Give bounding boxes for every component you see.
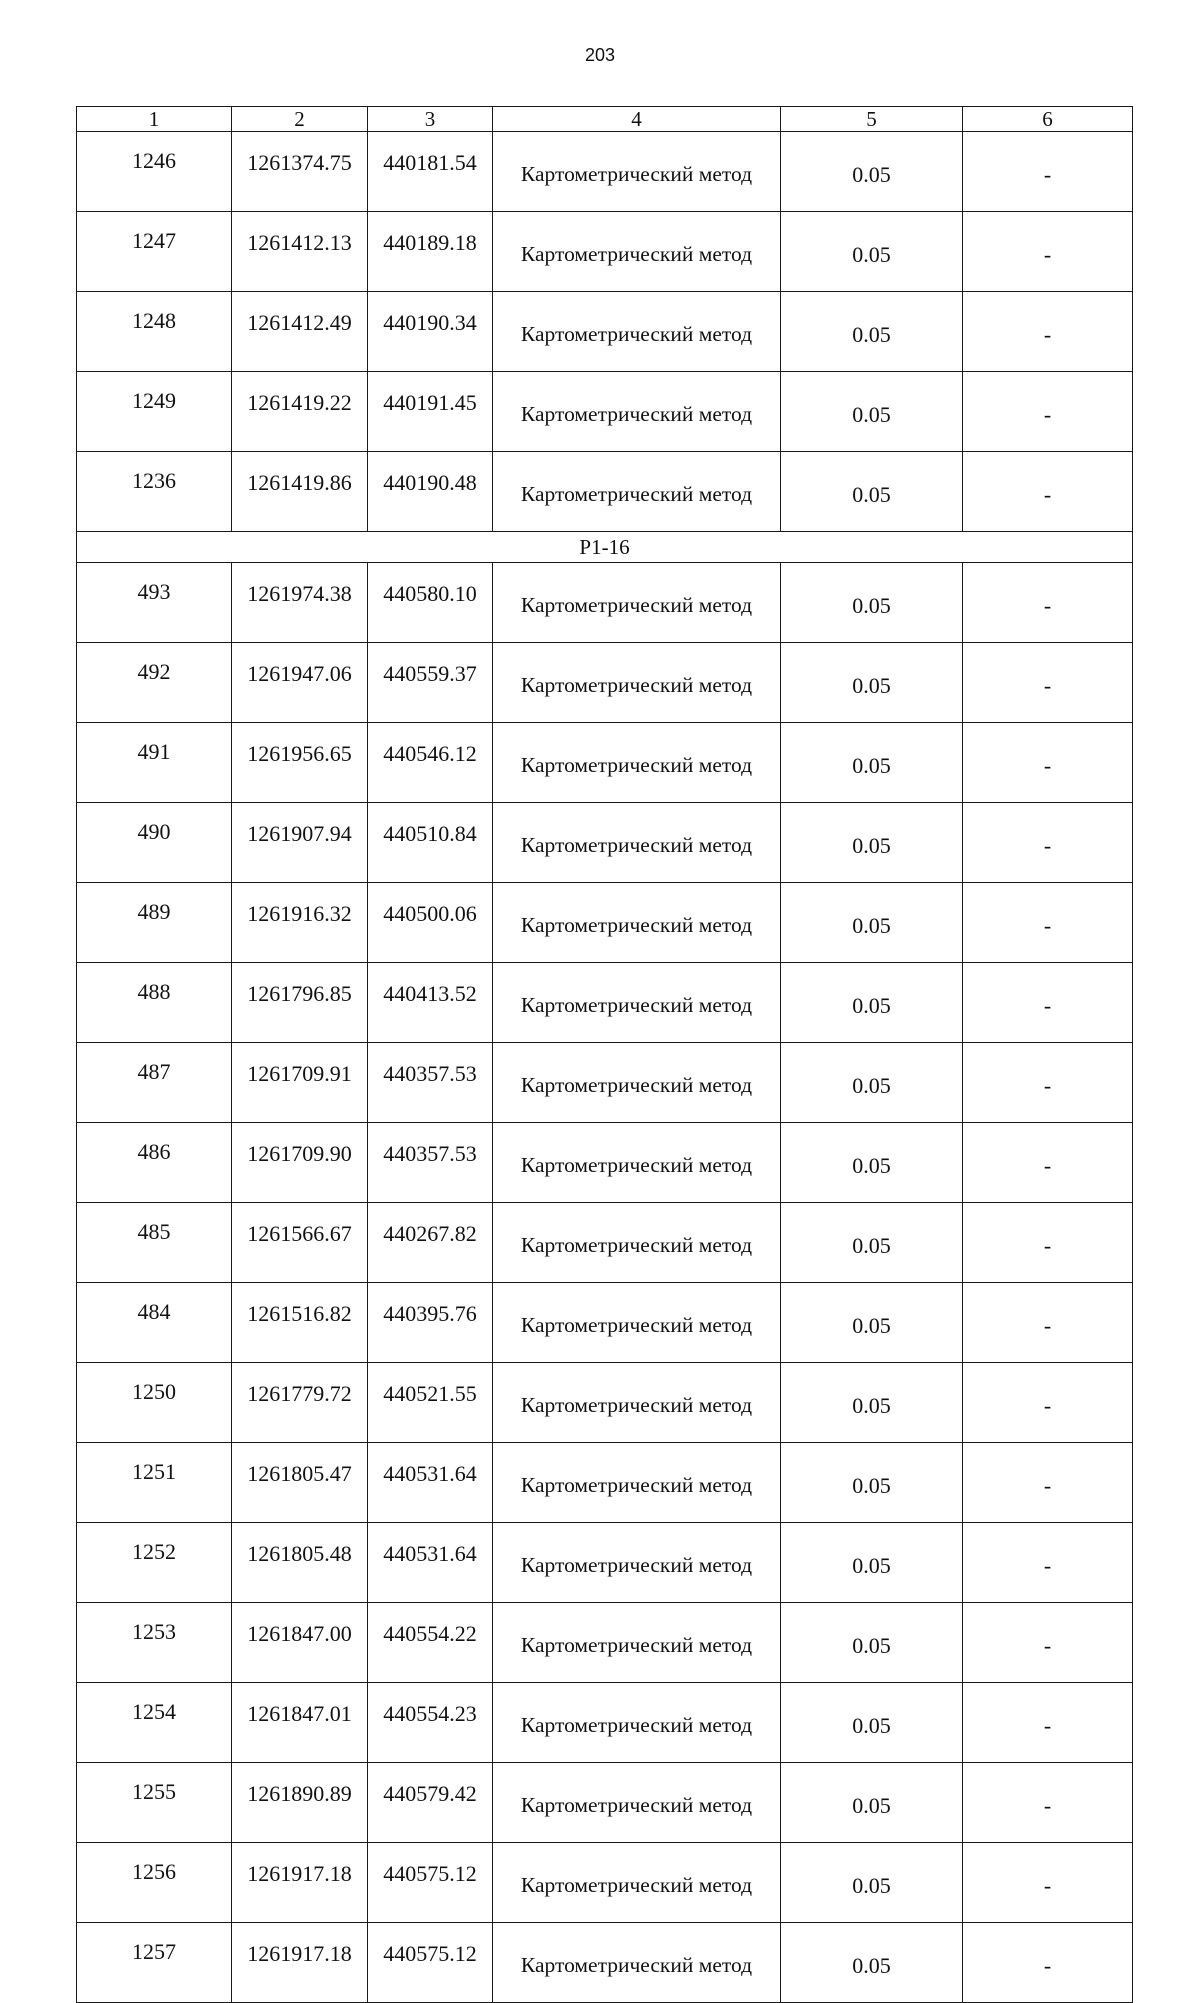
header-row	[77, 107, 1133, 132]
table-row	[77, 1363, 1133, 1443]
x-coordinate-cell: 1261709.90	[232, 1123, 368, 1203]
accuracy-cell: 0.05	[781, 1283, 963, 1363]
y-coordinate-cell: 440580.10	[368, 563, 493, 643]
section-title: Р1-16	[77, 532, 1133, 563]
table-row	[77, 1603, 1133, 1683]
x-coordinate-cell: 1261847.00	[232, 1603, 368, 1683]
x-coordinate-cell: 1261916.32	[232, 883, 368, 963]
header-cell: 5	[781, 107, 963, 132]
x-coordinate-cell: 1261907.94	[232, 803, 368, 883]
accuracy-cell: 0.05	[781, 1123, 963, 1203]
method-cell: Картометрический метод	[493, 963, 781, 1043]
y-coordinate-cell: 440546.12	[368, 723, 493, 803]
x-coordinate-cell: 1261805.48	[232, 1523, 368, 1603]
table-row	[77, 1283, 1133, 1363]
method-cell: Картометрический метод	[493, 1683, 781, 1763]
accuracy-cell: 0.05	[781, 212, 963, 292]
point-number-cell: 1247	[77, 212, 232, 292]
table-row	[77, 643, 1133, 723]
x-coordinate-cell: 1261956.65	[232, 723, 368, 803]
accuracy-cell: 0.05	[781, 1763, 963, 1843]
method-cell: Картометрический метод	[493, 563, 781, 643]
method-cell: Картометрический метод	[493, 643, 781, 723]
table-row	[77, 1203, 1133, 1283]
point-number-cell: 1250	[77, 1363, 232, 1443]
accuracy-cell: 0.05	[781, 963, 963, 1043]
accuracy-cell: 0.05	[781, 643, 963, 723]
x-coordinate-cell: 1261516.82	[232, 1283, 368, 1363]
x-coordinate-cell: 1261847.01	[232, 1683, 368, 1763]
point-number-cell: 484	[77, 1283, 232, 1363]
point-number-cell: 486	[77, 1123, 232, 1203]
y-coordinate-cell: 440189.18	[368, 212, 493, 292]
note-cell: -	[963, 1443, 1133, 1523]
y-coordinate-cell: 440181.54	[368, 132, 493, 212]
accuracy-cell: 0.05	[781, 1443, 963, 1523]
table-row	[77, 372, 1133, 452]
table-row	[77, 452, 1133, 532]
y-coordinate-cell: 440575.12	[368, 1923, 493, 2003]
note-cell: -	[963, 563, 1133, 643]
note-cell: -	[963, 1203, 1133, 1283]
method-cell: Картометрический метод	[493, 132, 781, 212]
point-number-cell: 1253	[77, 1603, 232, 1683]
point-number-cell: 491	[77, 723, 232, 803]
header-cell: 6	[963, 107, 1133, 132]
note-cell: -	[963, 643, 1133, 723]
x-coordinate-cell: 1261805.47	[232, 1443, 368, 1523]
note-cell: -	[963, 1923, 1133, 2003]
accuracy-cell: 0.05	[781, 132, 963, 212]
accuracy-cell: 0.05	[781, 1603, 963, 1683]
x-coordinate-cell: 1261419.22	[232, 372, 368, 452]
note-cell: -	[963, 1683, 1133, 1763]
point-number-cell: 1236	[77, 452, 232, 532]
method-cell: Картометрический метод	[493, 1603, 781, 1683]
method-cell: Картометрический метод	[493, 1203, 781, 1283]
point-number-cell: 1248	[77, 292, 232, 372]
accuracy-cell: 0.05	[781, 883, 963, 963]
x-coordinate-cell: 1261947.06	[232, 643, 368, 723]
table-row	[77, 1683, 1133, 1763]
note-cell: -	[963, 1523, 1133, 1603]
x-coordinate-cell: 1261419.86	[232, 452, 368, 532]
point-number-cell: 1252	[77, 1523, 232, 1603]
x-coordinate-cell: 1261566.67	[232, 1203, 368, 1283]
point-number-cell: 1257	[77, 1923, 232, 2003]
point-number-cell: 489	[77, 883, 232, 963]
y-coordinate-cell: 440575.12	[368, 1843, 493, 1923]
table-row	[77, 1123, 1133, 1203]
accuracy-cell: 0.05	[781, 1363, 963, 1443]
note-cell: -	[963, 963, 1133, 1043]
y-coordinate-cell: 440579.42	[368, 1763, 493, 1843]
point-number-cell: 1251	[77, 1443, 232, 1523]
accuracy-cell: 0.05	[781, 452, 963, 532]
point-number-cell: 1249	[77, 372, 232, 452]
accuracy-cell: 0.05	[781, 1523, 963, 1603]
coordinates-table	[76, 106, 1133, 2003]
note-cell: -	[963, 452, 1133, 532]
table-row	[77, 1923, 1133, 2003]
y-coordinate-cell: 440190.48	[368, 452, 493, 532]
x-coordinate-cell: 1261412.13	[232, 212, 368, 292]
method-cell: Картометрический метод	[493, 1923, 781, 2003]
table-row	[77, 1523, 1133, 1603]
accuracy-cell: 0.05	[781, 1043, 963, 1123]
accuracy-cell: 0.05	[781, 723, 963, 803]
method-cell: Картометрический метод	[493, 1763, 781, 1843]
method-cell: Картометрический метод	[493, 803, 781, 883]
method-cell: Картометрический метод	[493, 372, 781, 452]
point-number-cell: 490	[77, 803, 232, 883]
y-coordinate-cell: 440531.64	[368, 1443, 493, 1523]
y-coordinate-cell: 440357.53	[368, 1123, 493, 1203]
note-cell: -	[963, 1763, 1133, 1843]
table-row	[77, 723, 1133, 803]
table-row	[77, 963, 1133, 1043]
method-cell: Картометрический метод	[493, 723, 781, 803]
page-number: 203	[584, 45, 616, 65]
note-cell: -	[963, 723, 1133, 803]
y-coordinate-cell: 440559.37	[368, 643, 493, 723]
table-row	[77, 563, 1133, 643]
x-coordinate-cell: 1261374.75	[232, 132, 368, 212]
method-cell: Картометрический метод	[493, 1283, 781, 1363]
table-row	[77, 883, 1133, 963]
table-body	[77, 107, 1133, 2003]
header-cell: 2	[232, 107, 368, 132]
point-number-cell: 1254	[77, 1683, 232, 1763]
note-cell: -	[963, 1363, 1133, 1443]
note-cell: -	[963, 803, 1133, 883]
table-row	[77, 1043, 1133, 1123]
point-number-cell: 493	[77, 563, 232, 643]
point-number-cell: 1255	[77, 1763, 232, 1843]
table-row	[77, 1763, 1133, 1843]
accuracy-cell: 0.05	[781, 563, 963, 643]
x-coordinate-cell: 1261779.72	[232, 1363, 368, 1443]
x-coordinate-cell: 1261709.91	[232, 1043, 368, 1123]
method-cell: Картометрический метод	[493, 452, 781, 532]
y-coordinate-cell: 440510.84	[368, 803, 493, 883]
point-number-cell: 485	[77, 1203, 232, 1283]
x-coordinate-cell: 1261974.38	[232, 563, 368, 643]
note-cell: -	[963, 212, 1133, 292]
y-coordinate-cell: 440554.23	[368, 1683, 493, 1763]
note-cell: -	[963, 1043, 1133, 1123]
x-coordinate-cell: 1261917.18	[232, 1923, 368, 2003]
method-cell: Картометрический метод	[493, 292, 781, 372]
x-coordinate-cell: 1261796.85	[232, 963, 368, 1043]
method-cell: Картометрический метод	[493, 1523, 781, 1603]
y-coordinate-cell: 440531.64	[368, 1523, 493, 1603]
method-cell: Картометрический метод	[493, 1843, 781, 1923]
note-cell: -	[963, 1843, 1133, 1923]
x-coordinate-cell: 1261412.49	[232, 292, 368, 372]
method-cell: Картометрический метод	[493, 1043, 781, 1123]
method-cell: Картометрический метод	[493, 1123, 781, 1203]
table-row	[77, 1443, 1133, 1523]
x-coordinate-cell: 1261890.89	[232, 1763, 368, 1843]
method-cell: Картометрический метод	[493, 212, 781, 292]
table-row	[77, 1843, 1133, 1923]
note-cell: -	[963, 292, 1133, 372]
accuracy-cell: 0.05	[781, 1923, 963, 2003]
note-cell: -	[963, 883, 1133, 963]
point-number-cell: 488	[77, 963, 232, 1043]
note-cell: -	[963, 372, 1133, 452]
note-cell: -	[963, 1123, 1133, 1203]
header-cell: 3	[368, 107, 493, 132]
y-coordinate-cell: 440500.06	[368, 883, 493, 963]
point-number-cell: 1246	[77, 132, 232, 212]
table-row	[77, 803, 1133, 883]
table-row	[77, 212, 1133, 292]
accuracy-cell: 0.05	[781, 1203, 963, 1283]
accuracy-cell: 0.05	[781, 292, 963, 372]
method-cell: Картометрический метод	[493, 1363, 781, 1443]
accuracy-cell: 0.05	[781, 1683, 963, 1763]
note-cell: -	[963, 1603, 1133, 1683]
method-cell: Картометрический метод	[493, 1443, 781, 1523]
note-cell: -	[963, 132, 1133, 212]
header-cell: 4	[493, 107, 781, 132]
table-row	[77, 292, 1133, 372]
header-cell: 1	[77, 107, 232, 132]
y-coordinate-cell: 440191.45	[368, 372, 493, 452]
y-coordinate-cell: 440554.22	[368, 1603, 493, 1683]
accuracy-cell: 0.05	[781, 372, 963, 452]
point-number-cell: 492	[77, 643, 232, 723]
x-coordinate-cell: 1261917.18	[232, 1843, 368, 1923]
y-coordinate-cell: 440521.55	[368, 1363, 493, 1443]
y-coordinate-cell: 440190.34	[368, 292, 493, 372]
y-coordinate-cell: 440267.82	[368, 1203, 493, 1283]
table-row	[77, 132, 1133, 212]
section-row	[77, 532, 1133, 563]
accuracy-cell: 0.05	[781, 803, 963, 883]
note-cell: -	[963, 1283, 1133, 1363]
accuracy-cell: 0.05	[781, 1843, 963, 1923]
point-number-cell: 1256	[77, 1843, 232, 1923]
y-coordinate-cell: 440413.52	[368, 963, 493, 1043]
point-number-cell: 487	[77, 1043, 232, 1123]
y-coordinate-cell: 440395.76	[368, 1283, 493, 1363]
method-cell: Картометрический метод	[493, 883, 781, 963]
y-coordinate-cell: 440357.53	[368, 1043, 493, 1123]
